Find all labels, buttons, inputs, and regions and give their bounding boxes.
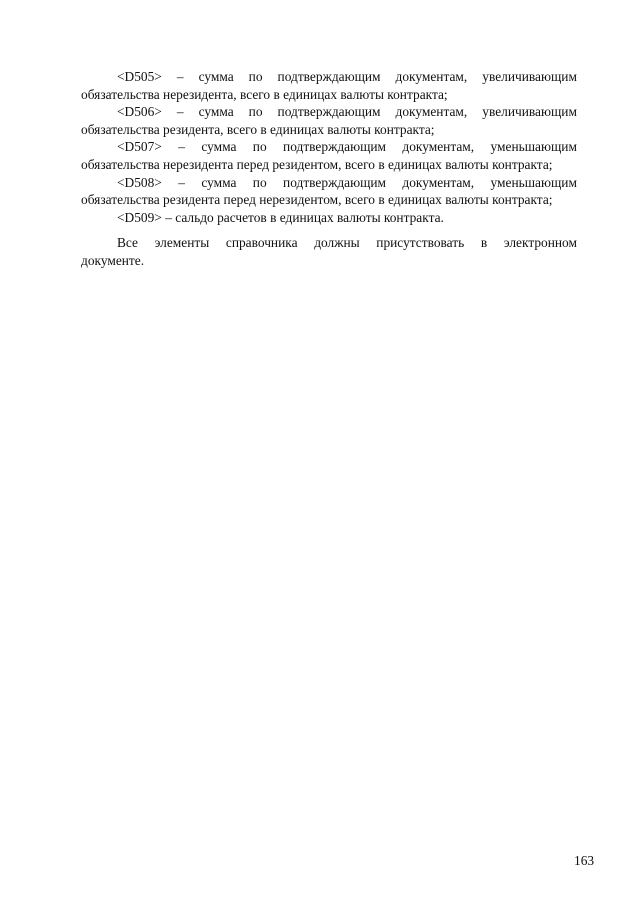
word: электронном [503,235,577,250]
word: <D508> [117,174,162,190]
word: подтверждающим [277,69,381,84]
definition-first-line [81,68,577,86]
word: <D507> [117,139,162,155]
word: подтверждающим [283,174,387,190]
word: сумма [198,69,234,84]
definition-first-line: <D509> – сальдо расчетов в единицах валюты контракта. [117,209,444,225]
word: сумма [198,104,234,120]
word: <D506> [117,104,162,120]
word: – [178,139,185,155]
word: документам, [395,104,468,120]
word: по [248,104,263,120]
word: уменьшающим [490,139,577,155]
definition-continuation: обязательства резидента перед нерезидентом, всего в единицах валюты контракта; [81,192,553,208]
word: элементы [154,235,210,250]
word: должны [314,235,360,250]
page-number: 163 [574,853,595,868]
word: уменьшающим [490,174,577,190]
definition-first-line [81,103,577,121]
definition-d508 [81,174,577,209]
word: – [176,69,184,84]
definition-d506 [81,103,577,138]
word: сумма [201,139,237,155]
closing-first-line [81,234,577,252]
definition-first-line [81,138,577,156]
closing-continuation: документе. [81,252,145,268]
definition-d507 [81,138,577,173]
word: увеличивающим [482,69,577,84]
word: – [176,104,184,120]
word: увеличивающим [482,104,577,120]
definition-first-line [81,174,577,192]
word: документам, [402,174,475,190]
word: документам, [395,69,468,84]
word: справочника [225,235,298,250]
word: Все [117,235,138,250]
definition-d505 [81,68,577,103]
word: сумма [201,174,237,190]
definition-continuation: обязательства резидента, всего в единицах валюты контракта; [81,121,435,137]
word: документам, [402,139,475,155]
word: по [252,139,267,155]
word: по [252,174,267,190]
word: подтверждающим [277,104,381,120]
word: присутствовать [376,235,465,250]
word: в [480,235,488,250]
definitions-list [81,68,577,226]
definition-continuation: обязательства нерезидента перед резидентом, всего в единицах валюты контракта; [81,156,553,172]
word: <D505> [117,69,162,84]
closing-paragraph [81,234,577,269]
word: – [178,174,185,190]
word: подтверждающим [283,139,387,155]
definition-continuation: обязательства нерезидента, всего в единицах валюты контракта; [81,86,448,102]
definition-d509 [81,209,577,227]
word: по [248,69,263,84]
